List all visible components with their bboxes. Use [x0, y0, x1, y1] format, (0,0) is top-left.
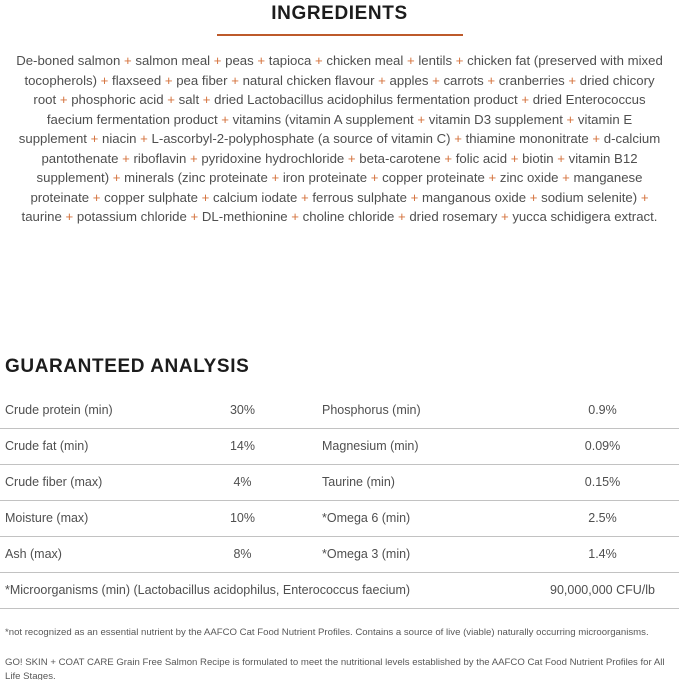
nutrient-label: *Omega 6 (min): [322, 511, 411, 525]
plus-separator: +: [526, 189, 542, 205]
plus-separator: +: [161, 72, 177, 88]
nutrient-value: 14%: [229, 439, 256, 453]
plus-separator: +: [483, 72, 499, 88]
footnote-aafco-asterisk: *not recognized as an essential nutrient by the AAFCO Cat Food Nutrient Profiles. Contains a source of live (viable) naturally occurring microorganisms.: [5, 626, 649, 638]
plus-separator: +: [406, 189, 422, 205]
plus-separator: +: [163, 92, 179, 107]
plus-separator: +: [564, 72, 580, 88]
plus-separator: +: [253, 53, 269, 68]
plus-separator: +: [311, 53, 327, 68]
plus-separator: +: [374, 72, 390, 88]
table-row: [0, 429, 679, 465]
plus-separator: +: [452, 53, 468, 68]
nutrient-value: 0.09%: [584, 439, 621, 453]
plus-separator: +: [553, 150, 569, 166]
nutrient-label: Crude fiber (max): [5, 475, 103, 489]
plus-separator: +: [267, 170, 283, 185]
plus-separator: +: [227, 72, 243, 88]
plus-separator: +: [210, 53, 226, 68]
plus-separator: +: [120, 53, 136, 68]
guaranteed-analysis-table: [0, 393, 679, 609]
plus-separator: +: [484, 170, 500, 185]
nutrient-label: *Microorganisms (min) (Lactobacillus acidophilus, Enterococcus faecium): [5, 583, 411, 597]
plus-separator: +: [637, 189, 649, 205]
nutrient-label: Phosphorus (min): [322, 403, 421, 417]
plus-separator: +: [440, 150, 456, 166]
plus-separator: +: [413, 111, 429, 127]
plus-separator: +: [61, 209, 77, 224]
footnote-formulation-statement: GO! SKIN + COAT CARE Grain Free Salmon Recipe is formulated to meet the nutritional levels established by the AAFCO Cat Food Nutrient Profiles for All Life Stages.: [5, 657, 665, 680]
plus-separator: +: [507, 150, 523, 166]
nutrient-label: Taurine (min): [322, 475, 395, 489]
plus-separator: +: [287, 209, 303, 224]
nutrient-value: 2.5%: [588, 511, 617, 525]
plus-separator: +: [86, 131, 102, 146]
plus-separator: +: [428, 72, 444, 88]
plus-separator: +: [517, 92, 533, 107]
plus-separator: +: [394, 209, 410, 224]
nutrient-label: Ash (max): [5, 547, 62, 561]
plus-separator: +: [588, 131, 604, 146]
plus-separator: +: [186, 209, 202, 224]
table-row: [0, 393, 679, 429]
table-row: [0, 501, 679, 537]
nutrient-value: 8%: [233, 547, 252, 561]
plus-separator: +: [562, 111, 578, 127]
plus-separator: +: [186, 150, 202, 166]
nutrient-value: 0.9%: [588, 403, 617, 417]
plus-separator: +: [199, 92, 215, 107]
nutrient-label: Crude fat (min): [5, 439, 89, 453]
nutrient-value: 90,000,000 CFU/lb: [550, 583, 655, 597]
plus-separator: +: [344, 150, 360, 166]
nutrient-value: 30%: [229, 403, 256, 417]
nutrient-value: 0.15%: [584, 475, 621, 489]
plus-separator: +: [403, 53, 419, 68]
plus-separator: +: [367, 170, 383, 185]
plus-separator: +: [497, 209, 513, 224]
ingredients-list: De-boned salmon + salmon meal + peas + tapioca + chicken meal + lentils + chicken fat (preserved with mixed tocopherols) + flaxseed + pea fiber + natural chicken flavour + apples + carrots + cranberries + dried chicory root + phosphoric acid + salt + dried Lactobacillus acidophilus fermentation product + dried Enterococcus faecium fermentation product + vitamins (vitamin A supplement + vitamin D3 supplement + vitamin E supplement + niacin + L-ascorbyl-2-polyphosphate (a source of vitamin C) + thiamine mononitrate + d-calcium pantothenate + riboflavin + pyridoxine hydrochloride + beta-carotene + folic acid + biotin + vitamin B12 supplement) + minerals (zinc proteinate + iron proteinate + copper proteinate + zinc oxide + manganese proteinate + copper sulphate + calcium iodate + ferrous sulphate + manganous oxide + sodium selenite) + taurine + potassium chloride + DL-methionine + choline chloride + dried rosemary + yucca schidigera extract.: [16, 53, 663, 224]
plus-separator: +: [109, 170, 125, 185]
plus-separator: +: [136, 131, 152, 146]
ingredients-title: INGREDIENTS: [271, 3, 408, 24]
nutrient-label: *Omega 3 (min): [322, 547, 411, 561]
ingredients-title-underline: [217, 34, 463, 36]
table-row: [0, 465, 679, 501]
plus-separator: +: [118, 150, 134, 166]
plus-separator: +: [56, 92, 72, 107]
plus-separator: +: [89, 189, 105, 205]
plus-separator: +: [297, 189, 313, 205]
nutrient-value: 10%: [229, 511, 256, 525]
plus-separator: +: [558, 170, 574, 185]
plus-separator: +: [450, 131, 466, 146]
nutrient-label: Magnesium (min): [322, 439, 419, 453]
nutrient-label: Crude protein (min): [5, 403, 113, 417]
nutrient-value: 4%: [233, 475, 252, 489]
plus-separator: +: [198, 189, 214, 205]
table-row: [0, 537, 679, 573]
table-row-microorganisms: [0, 573, 679, 609]
plus-separator: +: [97, 72, 113, 88]
nutrient-label: Moisture (max): [5, 511, 89, 525]
guaranteed-analysis-title: GUARANTEED ANALYSIS: [5, 355, 250, 377]
plus-separator: +: [217, 111, 233, 127]
nutrient-value: 1.4%: [588, 547, 617, 561]
